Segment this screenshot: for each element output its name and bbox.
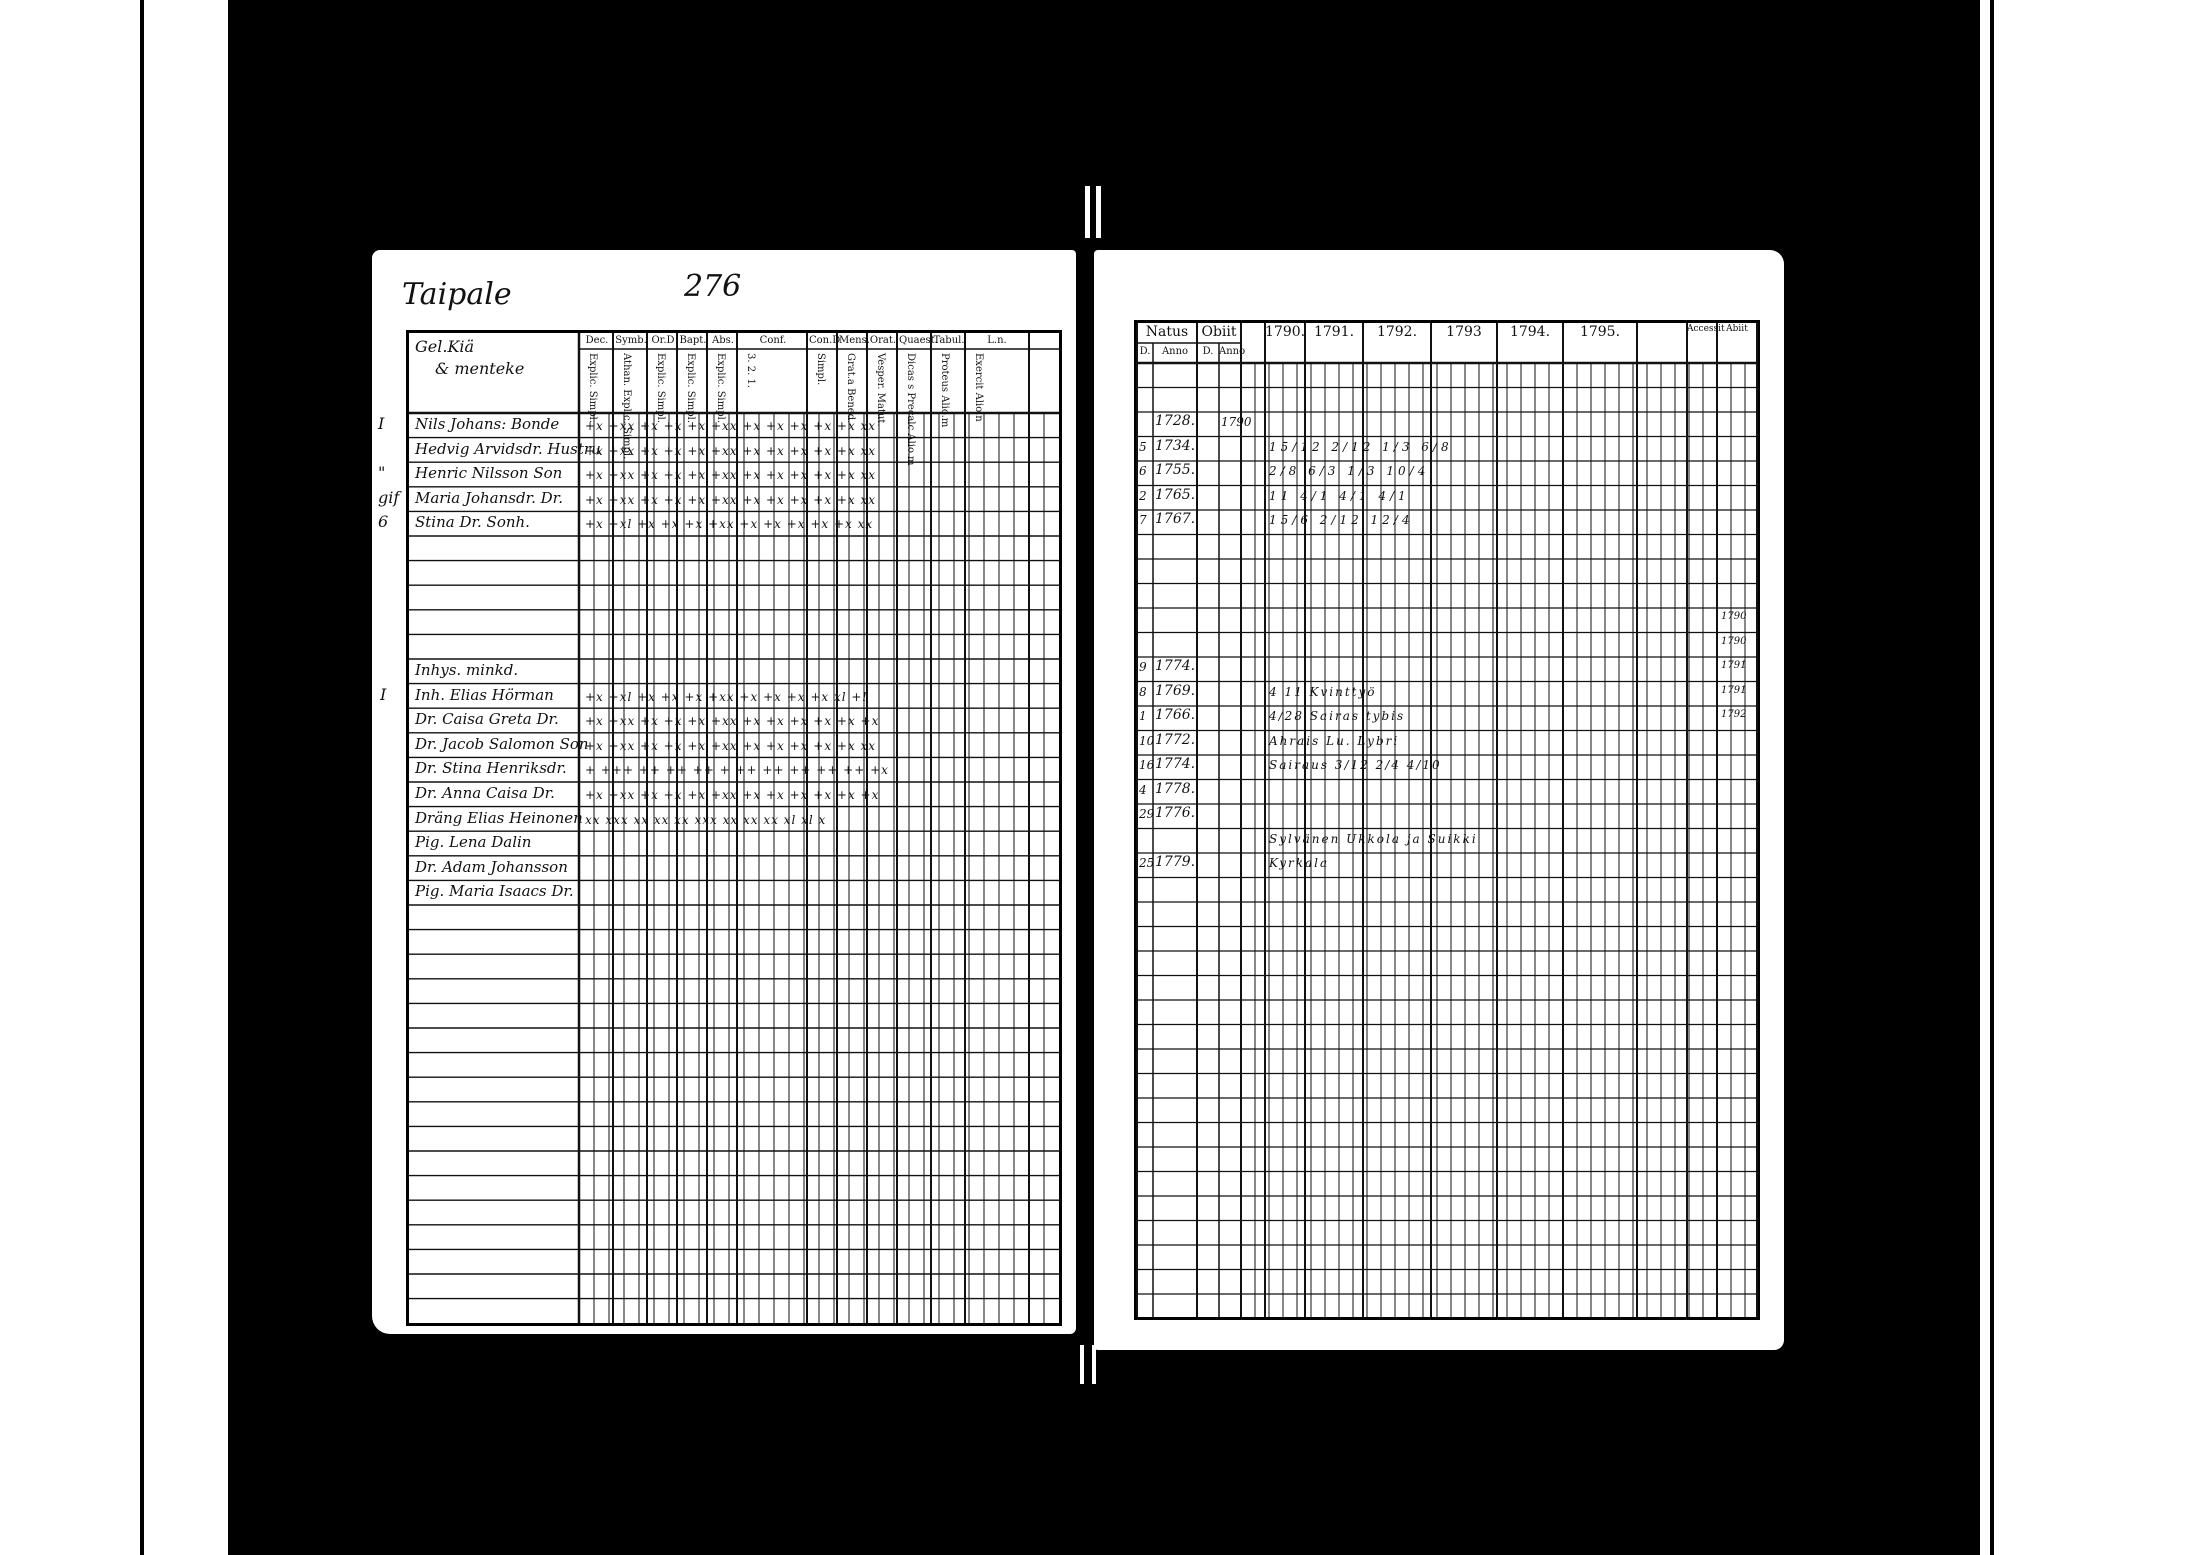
year-notes: 15/6 2/12 12/4 <box>1269 513 1414 527</box>
birth-day: 1 <box>1139 709 1147 723</box>
right-ledger-table <box>1134 320 1760 1320</box>
year-notes: 2/8 6/3 1/3 10/4 <box>1269 464 1430 478</box>
lodger-marks: +x +xx +x +x +x +xx +x +x +x +x +x +x <box>585 788 880 802</box>
birth-year: 1779. <box>1155 854 1196 870</box>
entry-marks: +x +xl +x +x +x +xx +x +x +x +x +x xx <box>585 517 874 532</box>
place-name: Taipale <box>402 277 512 312</box>
entry-name: Maria Johansdr. Dr. <box>415 488 563 507</box>
column-subheader: Proteus Alio.m <box>939 353 950 428</box>
column-header: L.n. <box>987 335 1007 346</box>
name-column-header: Gel.Kiä <box>415 337 475 356</box>
column-subheader: Anno <box>1161 346 1189 357</box>
column-header: Tabul. <box>933 335 965 346</box>
page-number: 276 <box>684 269 742 304</box>
year-notes: Ahrais Lu. Lybri <box>1269 733 1400 748</box>
birth-year: 1778. <box>1155 780 1196 797</box>
column-subheader: Anno <box>1219 346 1246 357</box>
entry-name: Henric Nilsson Son <box>415 464 563 483</box>
column-subheader: Simpl. <box>815 353 826 386</box>
birth-year: 1774. <box>1155 756 1196 772</box>
column-subheader: Explic. Simpl. <box>715 353 726 424</box>
lodger-name: Dr. Stina Henriksdr. <box>415 759 567 778</box>
birth-year: 1776. <box>1155 805 1196 821</box>
entry-marks: +x +xx +x +x +x +xx +x +x +x +x +x xx <box>585 443 877 458</box>
column-subheader: Explic. Simpl. <box>655 353 666 424</box>
column-subheader: Exercit Alio.n <box>973 353 984 422</box>
column-header: Symb. <box>615 335 647 346</box>
birth-day: 8 <box>1139 684 1147 699</box>
lodger-marks: xx xxx xx xx xx xxx xx xx xx xl xl x <box>585 812 827 827</box>
entry-marks: +x +xx +x +x +x +xx +x +x +x +x +x xx <box>585 492 877 507</box>
left-ledger-table <box>406 330 1062 1326</box>
lodger-name: Dr. Caisa Greta Dr. <box>415 710 559 729</box>
column-header: Mens. <box>839 335 870 346</box>
year-notes: Sairaus 3/12 2/4 4/10 <box>1269 758 1442 772</box>
margin-mark: gif <box>378 487 400 507</box>
year-notes: Kyrkala <box>1269 856 1330 870</box>
column-subheader: D. <box>1139 346 1151 357</box>
column-header: Orat. <box>869 335 897 346</box>
lodger-name: Pig. Lena Dalin <box>415 833 532 852</box>
right-page <box>1094 250 1784 1350</box>
year-header: 1792. <box>1376 324 1418 340</box>
column-subheader: D. <box>1202 346 1214 357</box>
margin-mark: I <box>378 414 385 433</box>
year-header: 1795. <box>1579 324 1621 340</box>
column-subheader: 3. 2. 1. <box>745 353 756 388</box>
year-header: 1793 <box>1446 324 1482 340</box>
column-header: Quaest. <box>899 335 938 346</box>
year-header: 1794. <box>1509 324 1551 340</box>
column-subheader: Grat.a Bened. <box>845 353 856 424</box>
lodger-name: Dr. Jacob Salomon Son <box>415 734 589 753</box>
column-header: Dec. <box>585 335 609 346</box>
lodger-name: Inhys. minkd. <box>415 661 519 679</box>
film-edge-right <box>1980 0 2008 1555</box>
name-column-header: & menteke <box>435 359 525 378</box>
column-header: Conf. <box>759 335 787 346</box>
left-page <box>372 250 1076 1334</box>
birth-day: 6 <box>1139 464 1147 478</box>
column-subheader: Explic. Simpl. <box>685 353 696 424</box>
lodger-marks: + +++ ++ ++ ++ + ++ ++ ++ ++ ++ +x <box>585 763 889 778</box>
birth-day: 7 <box>1139 513 1147 527</box>
birth-day: 9 <box>1139 660 1147 674</box>
year-header: Accessit <box>1687 324 1725 334</box>
year-notes: 11 4/1 4/1 4/1 <box>1269 488 1410 503</box>
film-edge-line <box>1990 0 1994 1555</box>
birth-day: 10 <box>1139 733 1155 748</box>
year-notes: 4/28 Sairas tybis <box>1269 709 1406 723</box>
film-edge-line <box>140 0 144 1555</box>
birth-year: 1772. <box>1155 731 1196 748</box>
column-subheader: Dicas s Precalc Alio.m <box>905 353 916 466</box>
binding-clip <box>1085 186 1090 238</box>
lodger-marks: +x +xl +x +x +x +xx +x +x +x +x xl +l <box>585 689 868 704</box>
birth-day: 29 <box>1139 807 1155 821</box>
entry-name: Nils Johans: Bonde <box>415 415 560 433</box>
lodger-marks: +x +xx +x +x +x +xx +x +x +x +x +x +x <box>585 714 880 729</box>
film-edge-left <box>140 0 228 1555</box>
accessit-year: 1790 <box>1721 611 1747 622</box>
year-header: Obiit <box>1201 324 1237 340</box>
birth-year: 1765. <box>1155 486 1196 503</box>
column-header: Or.D <box>651 335 675 346</box>
accessit-year: 1791 <box>1721 660 1747 671</box>
year-header: Natus <box>1145 324 1189 340</box>
column-subheader: Athan. Explic. Simpl. <box>621 353 632 460</box>
death-year: 1790 <box>1221 415 1252 429</box>
lodger-name: Dräng Elias Heinonen <box>415 808 583 827</box>
lodger-marks: +x +xx +x +x +x +xx +x +x +x +x +x xx <box>585 738 877 753</box>
lodger-name: Dr. Anna Caisa Dr. <box>415 784 555 802</box>
column-header: Con.D <box>809 335 841 346</box>
right-ledger-grid <box>1137 323 1757 1317</box>
binding-clip <box>1096 186 1101 238</box>
column-header: Abs. <box>712 335 734 346</box>
birth-day: 5 <box>1139 439 1147 454</box>
column-header: Bapt. <box>679 335 707 346</box>
book-spine <box>1076 255 1094 1345</box>
year-notes: Sylvänen Ukkola ja Suikki <box>1269 831 1478 846</box>
column-subheader: Explic. Simpl. <box>587 353 598 424</box>
birth-year: 1774. <box>1155 658 1196 674</box>
margin-mark: I <box>380 684 387 704</box>
margin-mark: " <box>378 463 386 483</box>
entry-marks: +x +xx +x +x +x +xx +x +x +x +x +x xx <box>585 419 877 433</box>
year-notes: 4 11 Kvinttyö <box>1269 684 1377 699</box>
birth-year: 1766. <box>1155 707 1196 723</box>
birth-day: 16 <box>1139 758 1155 772</box>
year-header: 1790. <box>1265 324 1306 340</box>
birth-day: 25 <box>1139 856 1155 870</box>
birth-day: 4 <box>1139 782 1147 797</box>
lodger-name: Dr. Adam Johansson <box>415 857 568 876</box>
column-subheader: Vesper. Matut. <box>875 353 886 427</box>
birth-year: 1728. <box>1155 413 1196 429</box>
accessit-year: 1791 <box>1721 684 1747 696</box>
accessit-year: 1790 <box>1721 635 1747 647</box>
margin-mark: 6 <box>378 512 389 532</box>
birth-year: 1734. <box>1155 437 1196 454</box>
lodger-name: Pig. Maria Isaacs Dr. <box>415 882 574 901</box>
year-notes: 15/12 2/12 1/3 6/8 <box>1269 439 1453 454</box>
entry-marks: +x +xx +x +x +x +xx +x +x +x +x +x xx <box>585 468 877 483</box>
birth-year: 1769. <box>1155 682 1196 699</box>
lodger-name: Inh. Elias Hörman <box>415 685 554 704</box>
year-header: 1791. <box>1313 324 1355 340</box>
birth-day: 2 <box>1139 488 1147 503</box>
accessit-year: 1792 <box>1721 709 1747 720</box>
entry-name: Hedvig Arvidsdr. Hustru <box>415 439 601 458</box>
entry-name: Stina Dr. Sonh. <box>415 513 530 532</box>
year-header: Abiit <box>1726 324 1748 334</box>
birth-year: 1767. <box>1155 511 1196 527</box>
birth-year: 1755. <box>1155 462 1196 478</box>
